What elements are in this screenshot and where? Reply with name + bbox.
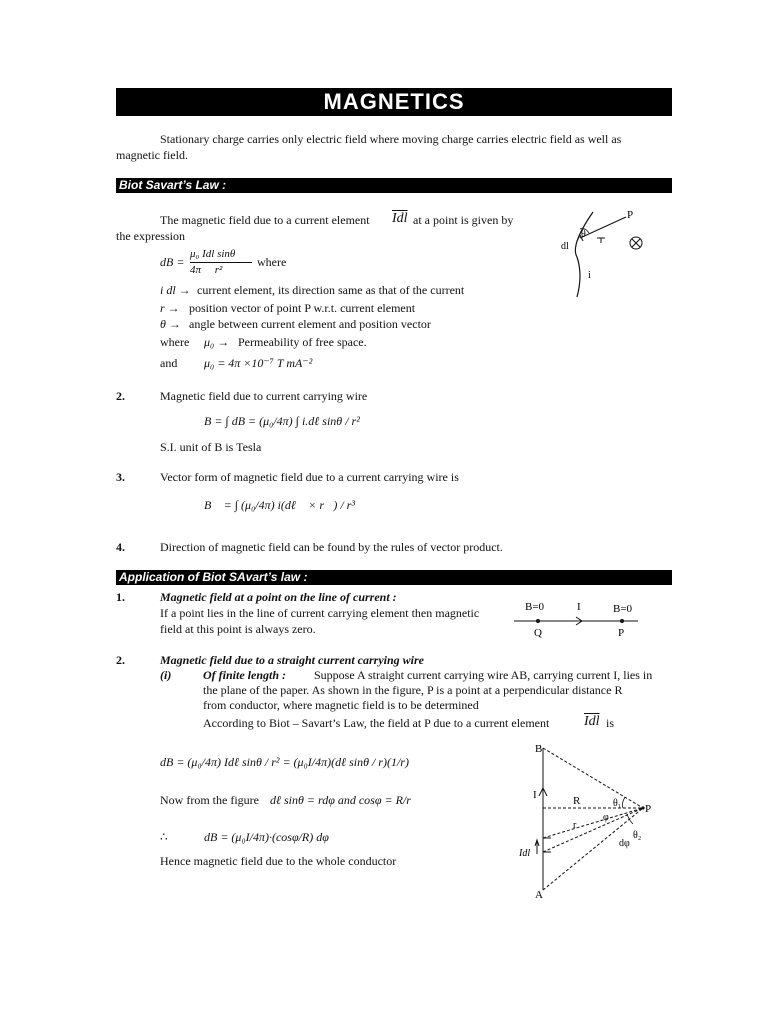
def1-symbol: i dl → (160, 283, 191, 297)
item2-text: Magnetic field due to current carrying wire (160, 389, 368, 403)
item3-formula: B⃗ = ∫ (μ₀/4π) i(dℓ⃗ × r⃗) / r³ (204, 498, 355, 512)
def1-text: current element, its direction same as that of the current (197, 283, 465, 297)
s2-item1-line1: If a point lies in the line of current carrying element then magnetic (160, 606, 480, 620)
s2-line6: Hence magnetic field due to the whole conductor (160, 854, 397, 868)
finite-wire-figure (515, 740, 665, 900)
item1-text-a: The magnetic field due to a current element (160, 213, 370, 227)
item4-text: Direction of magnetic field can be found by the rules of vector product. (160, 540, 503, 554)
s2-item1-heading: Magnetic field at a point on the line of current : (160, 590, 397, 604)
fig2-label-b-left: B=0 (525, 601, 545, 613)
fig3-label-r-upper: R (573, 795, 581, 807)
item3-text: Vector form of magnetic field due to a current carrying wire is (160, 470, 459, 484)
fig2-label-b-right: B=0 (613, 603, 633, 615)
s2-item2-line4b: is (606, 716, 615, 730)
fig3-label-idl: Idl (519, 848, 531, 859)
s2-eq3: dB = (μ₀I/4π)·(cosφ/R) dφ (204, 830, 329, 844)
section-heading-application: Application of Biot SAvart’s law : (116, 570, 672, 585)
fig3-label-r-lower: r (573, 820, 577, 831)
s2-item2-line4a: According to Biot – Savart’s Law, the field at P due to a current element (203, 716, 550, 730)
s2-idl-symbol: $\overline{Idl}$ (584, 714, 600, 729)
fig1-label-p: P (627, 209, 634, 221)
item4-number: 4. (116, 540, 125, 554)
fig3-label-theta2: θ₂ (633, 830, 642, 841)
fig3-label-phi: φ (603, 812, 609, 823)
idl-symbol: $\overline{Idl}$ (392, 211, 408, 226)
line-current-figure (510, 596, 650, 641)
fig1-label-dl: dl (561, 241, 569, 252)
def4-symbol: μ₀ → (204, 335, 230, 349)
page-title: MAGNETICS (116, 88, 672, 116)
def5-text: μ₀ = 4π ×10⁻⁷ T mA⁻² (204, 356, 313, 370)
item2-formula: B = ∫ dB = (μ₀/4π) ∫ i.dℓ sinθ / r² (204, 414, 360, 428)
section-heading-biot-savart: Biot Savart’s Law : (116, 178, 672, 193)
biot-savart-figure (555, 205, 655, 300)
def4-label: where (160, 335, 190, 349)
fig2-label-i: I (577, 601, 581, 613)
s2-item2-sub-number: (i) (160, 668, 172, 682)
def3-text: angle between current element and position vector (189, 317, 431, 331)
s2-item2-line3: from conductor, where magnetic field is to be determined (203, 698, 479, 712)
formula-lhs: dB = (160, 255, 185, 269)
s2-item2-number: 2. (116, 653, 125, 667)
s2-eq2: dℓ sinθ = rdφ and cosφ = R/r (270, 793, 411, 807)
s2-item2-line2: the plane of the paper. As shown in the figure, P is a point at a perpendicular distance R (203, 683, 623, 697)
fig3-label-p: P (645, 803, 652, 815)
def2-text: position vector of point P w.r.t. current element (189, 301, 416, 315)
def4-text: Permeability of free space. (238, 335, 367, 349)
s2-item2-heading: Magnetic field due to a straight current carrying wire (160, 653, 425, 667)
s2-eq1: dB = (μ₀/4π) Idℓ sinθ / r² = (μ₀I/4π)(dℓ sinθ / r)(1/r) (160, 755, 409, 769)
formula-where: where (257, 255, 287, 269)
fig3-label-a: A (535, 889, 543, 900)
def3-symbol: θ → (160, 317, 181, 331)
s2-item2-sub-heading: Of finite length : (203, 668, 286, 682)
formula-denominator: 4π r² (190, 264, 223, 276)
item3-number: 3. (116, 470, 125, 484)
def2-symbol: r → (160, 301, 180, 315)
fig3-label-dphi: dφ (619, 838, 630, 849)
item1-text-b: at a point is given by (413, 213, 514, 227)
intro-line-1: Stationary charge carries only electric field where moving charge carries electric field as well as (160, 132, 622, 146)
def5-label: and (160, 356, 178, 370)
s2-line5: Now from the figure (160, 793, 259, 807)
s2-item1-line2: field at this point is always zero. (160, 622, 316, 636)
fig1-label-theta: θ (581, 229, 586, 240)
fig3-label-b: B (535, 743, 543, 755)
fig1-label-i: i (588, 270, 591, 281)
item2-number: 2. (116, 389, 125, 403)
intro-line-2: magnetic field. (116, 148, 188, 162)
s2-eq3-therefore: ∴ (160, 830, 168, 844)
fig2-label-p: P (618, 627, 625, 639)
fig2-label-q: Q (534, 627, 542, 639)
fig3-label-i: I (533, 789, 537, 801)
s2-item2-line1: Suppose A straight current carrying wire AB, carrying current I, lies in (314, 668, 653, 682)
s2-item1-number: 1. (116, 590, 125, 604)
fig3-label-theta1: θ₁ (613, 798, 622, 809)
item1-text-c: the expression (116, 229, 185, 243)
formula-numerator: μ₀ Idl sinθ (190, 248, 236, 260)
item2-unit: S.I. unit of B is Tesla (160, 440, 262, 454)
